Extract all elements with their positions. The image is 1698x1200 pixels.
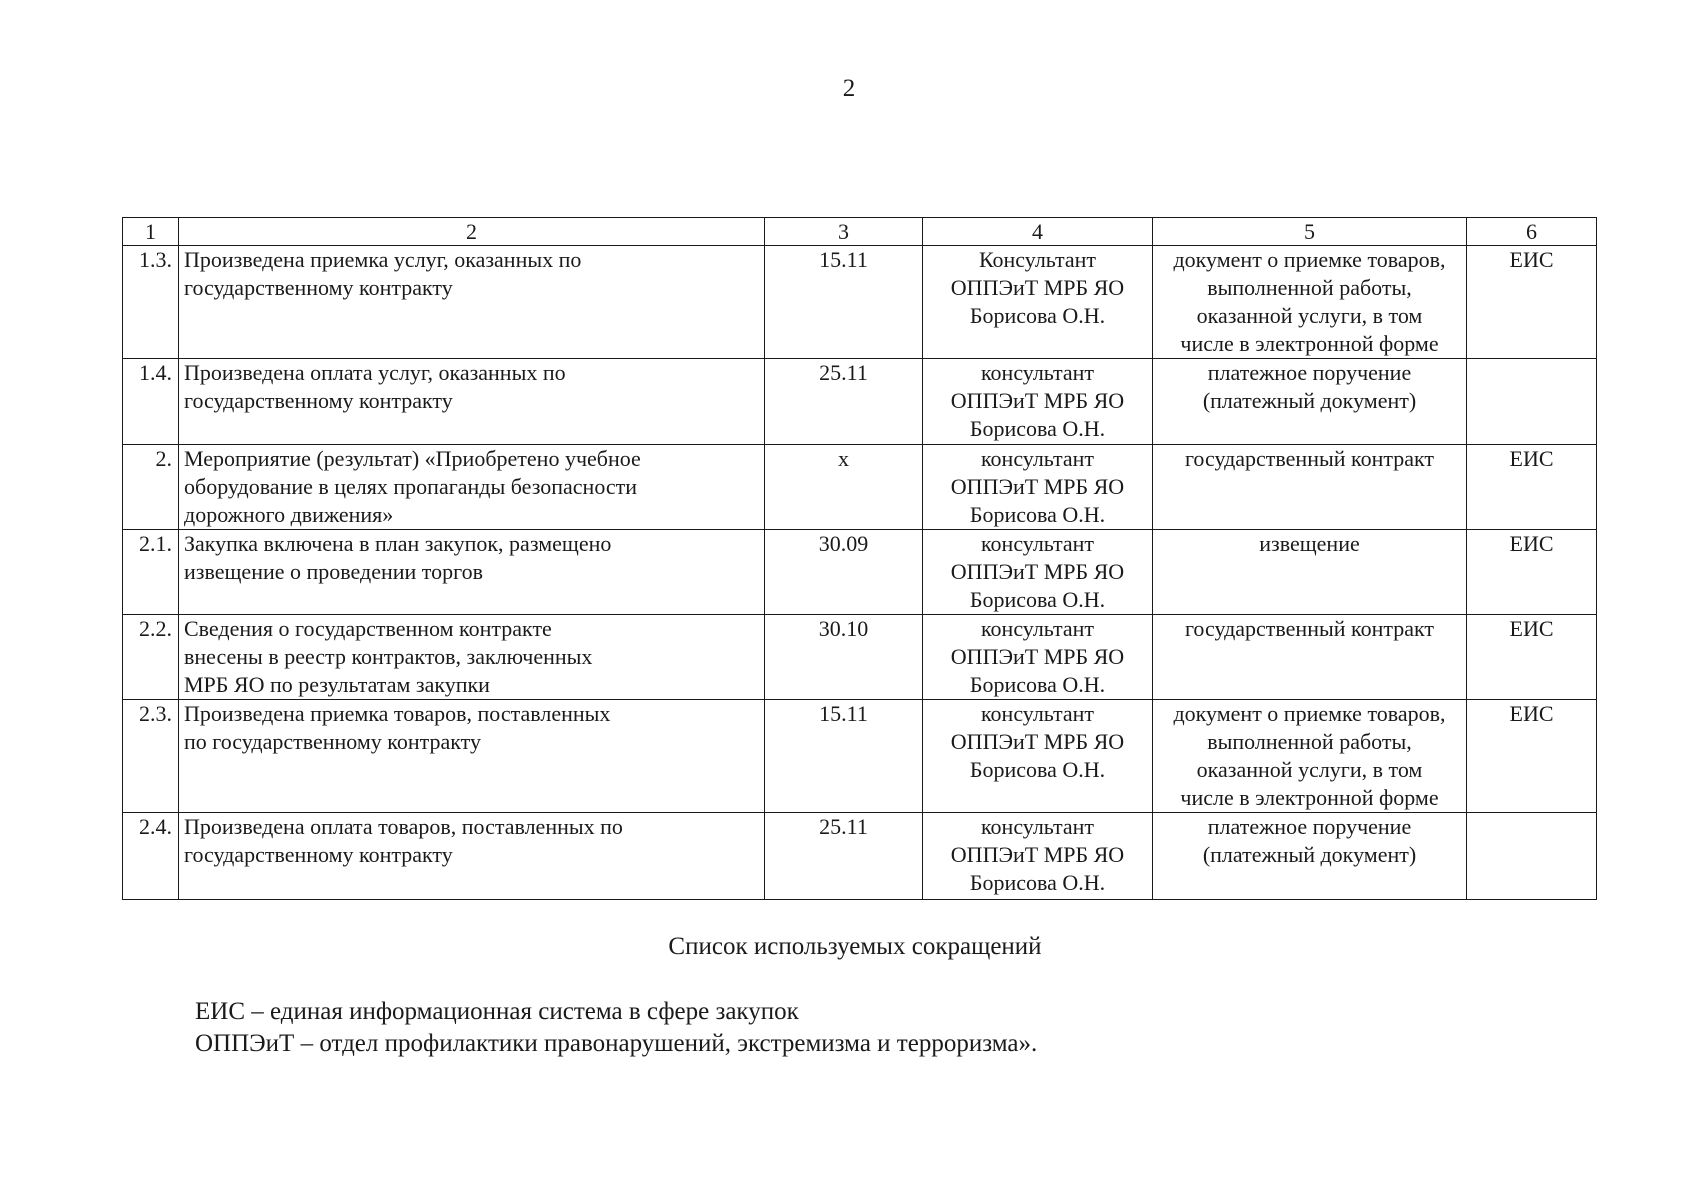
table-row [123,700,1597,813]
row-responsible: консультант ОППЭиТ МРБ ЯО Борисова О.Н. [923,530,1153,615]
column-header: 3 [765,218,923,246]
row-number: 1.4. [123,359,179,445]
row-date: 30.10 [765,615,923,700]
table-row [123,359,1597,445]
row-date: х [765,445,923,530]
column-header: 6 [1467,218,1597,246]
row-system: ЕИС [1467,530,1597,615]
column-header: 4 [923,218,1153,246]
row-system [1467,359,1597,445]
row-event: Закупка включена в план закупок, размещено извещение о проведении торгов [179,530,765,615]
row-event: Произведена оплата товаров, поставленных по государственному контракту [179,813,765,900]
row-responsible: консультант ОППЭиТ МРБ ЯО Борисова О.Н. [923,700,1153,813]
row-date: 15.11 [765,246,923,359]
row-event: Мероприятие (результат) «Приобретено учебное оборудование в целях пропаганды безопасности дорожного движения» [179,445,765,530]
table-row [123,246,1597,359]
row-responsible: консультант ОППЭиТ МРБ ЯО Борисова О.Н. [923,615,1153,700]
column-header: 5 [1153,218,1467,246]
row-document: документ о приемке товаров, выполненной работы, оказанной услуги, в том числе в электронной форме [1153,246,1467,359]
row-system: ЕИС [1467,700,1597,813]
row-document: платежное поручение (платежный документ) [1153,359,1467,445]
row-number: 2. [123,445,179,530]
row-event: Произведена приемка услуг, оказанных по государственному контракту [179,246,765,359]
abbreviation-item: ЕИС – единая информационная система в сфере закупок [195,998,799,1025]
table-row [123,530,1597,615]
table-row [123,813,1597,900]
row-responsible: консультант ОППЭиТ МРБ ЯО Борисова О.Н. [923,445,1153,530]
row-document: платежное поручение (платежный документ) [1153,813,1467,900]
row-number: 2.1. [123,530,179,615]
row-responsible: Консультант ОППЭиТ МРБ ЯО Борисова О.Н. [923,246,1153,359]
row-system [1467,813,1597,900]
page-number: 2 [842,75,856,102]
row-event: Сведения о государственном контракте внесены в реестр контрактов, заключенных МРБ ЯО по результатам закупки [179,615,765,700]
row-system: ЕИС [1467,246,1597,359]
column-header: 2 [179,218,765,246]
table-row [123,445,1597,530]
row-system: ЕИС [1467,615,1597,700]
row-system: ЕИС [1467,445,1597,530]
plan-table [122,217,1597,900]
row-number: 1.3. [123,246,179,359]
row-date: 15.11 [765,700,923,813]
row-event: Произведена оплата услуг, оказанных по государственному контракту [179,359,765,445]
abbreviations-list [195,996,1037,1060]
table-row [123,615,1597,700]
row-responsible: консультант ОППЭиТ МРБ ЯО Борисова О.Н. [923,359,1153,445]
column-header: 1 [123,218,179,246]
row-responsible: консультант ОППЭиТ МРБ ЯО Борисова О.Н. [923,813,1153,900]
row-date: 25.11 [765,813,923,900]
row-document: извещение [1153,530,1467,615]
row-number: 2.3. [123,700,179,813]
row-date: 30.09 [765,530,923,615]
row-document: документ о приемке товаров, выполненной работы, оказанной услуги, в том числе в электронной форме [1153,700,1467,813]
table-header-row [123,218,1597,246]
row-document: государственный контракт [1153,445,1467,530]
abbreviations-title: Список используемых сокращений [668,933,1042,960]
row-number: 2.2. [123,615,179,700]
row-document: государственный контракт [1153,615,1467,700]
row-number: 2.4. [123,813,179,900]
row-event: Произведена приемка товаров, поставленных по государственному контракту [179,700,765,813]
row-date: 25.11 [765,359,923,445]
abbreviation-item: ОППЭиТ – отдел профилактики правонарушений, экстремизма и терроризма». [195,1030,1038,1057]
